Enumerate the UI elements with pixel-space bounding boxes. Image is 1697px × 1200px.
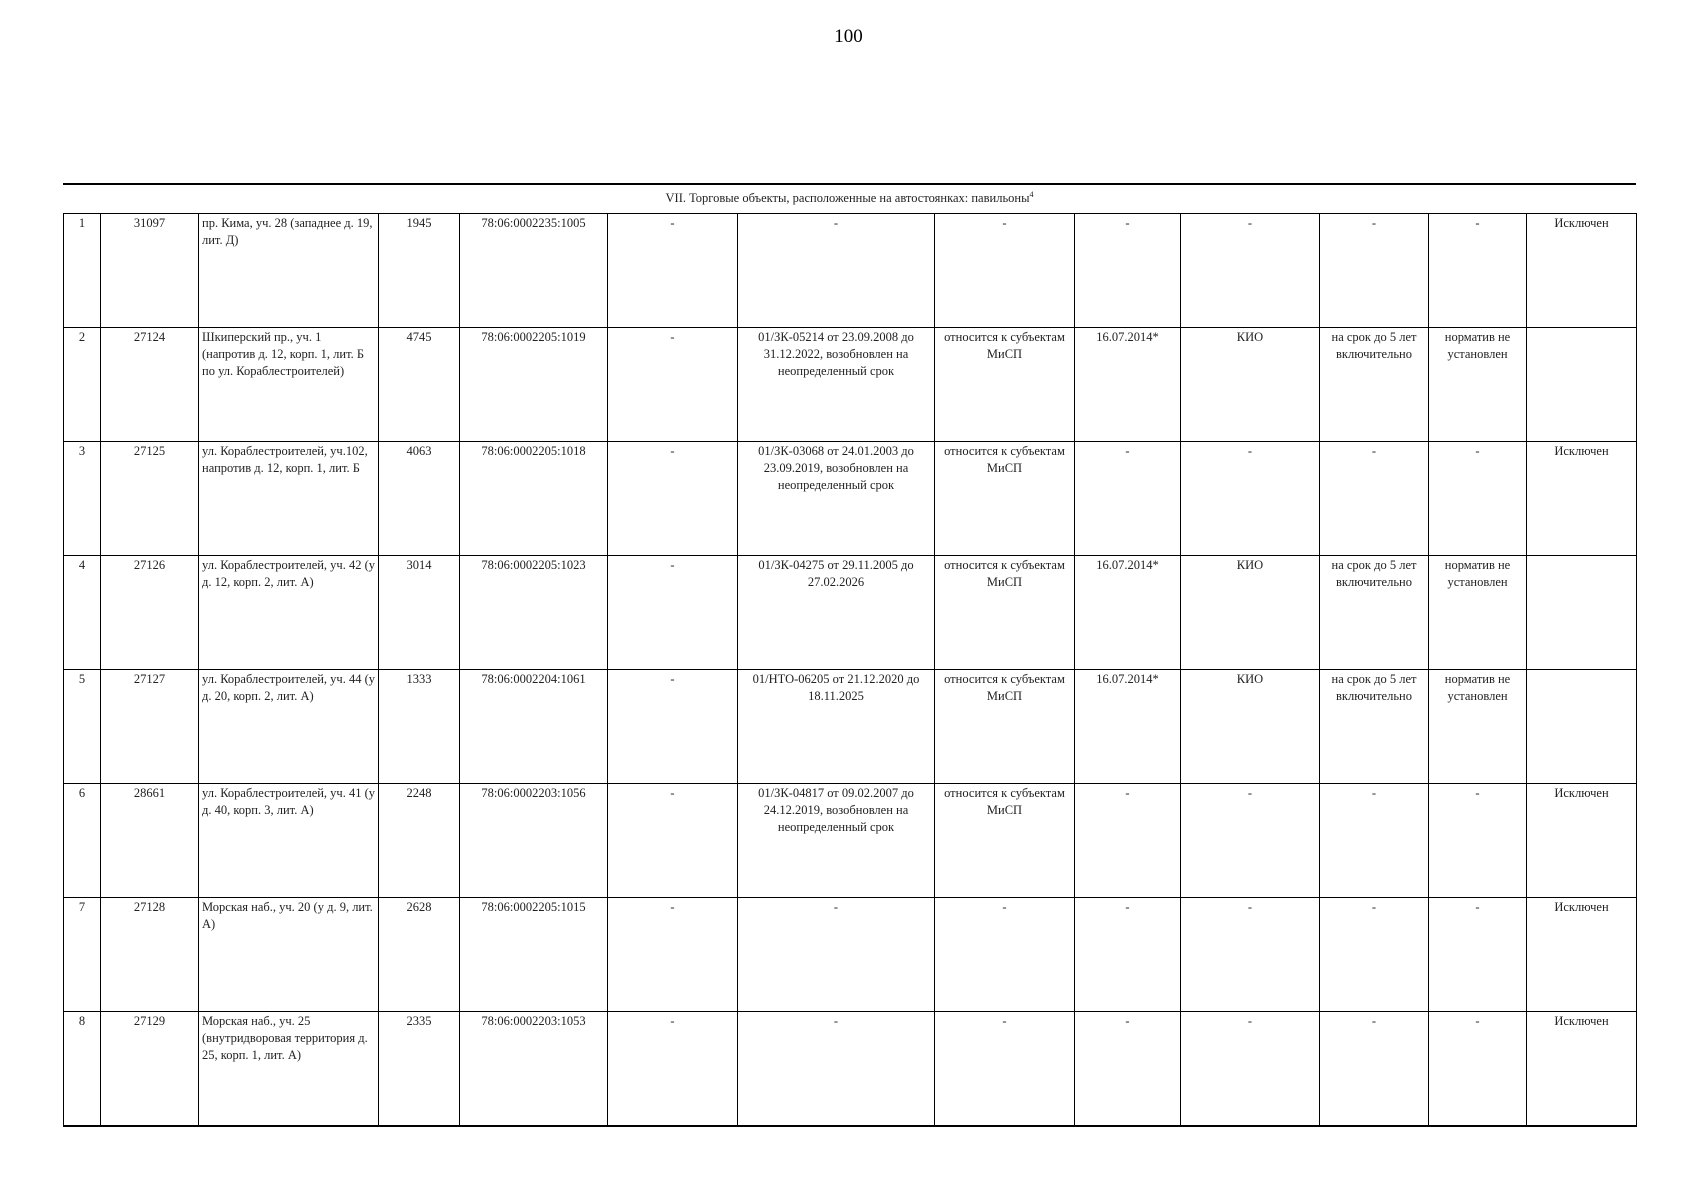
address-cell: Морская наб., уч. 25 (внутридворовая территория д. 25, корп. 1, лит. А) <box>199 1012 379 1127</box>
column-6-cell: - <box>608 556 738 670</box>
organization-cell: КИО <box>1181 556 1320 670</box>
cadastral-number-cell: 78:06:0002235:1005 <box>460 214 608 328</box>
organization-cell: - <box>1181 1012 1320 1127</box>
term-cell: на срок до 5 лет включительно <box>1320 556 1429 670</box>
column-6-cell: - <box>608 670 738 784</box>
address-cell: пр. Кима, уч. 28 (западнее д. 19, лит. Д) <box>199 214 379 328</box>
cadastral-number-cell: 78:06:0002203:1053 <box>460 1012 608 1127</box>
area-cell: 1333 <box>379 670 460 784</box>
status-cell: Исключен <box>1527 442 1637 556</box>
column-6-cell: - <box>608 214 738 328</box>
norm-cell: норматив не установлен <box>1429 670 1527 784</box>
page-number: 100 <box>834 26 863 47</box>
term-cell: - <box>1320 214 1429 328</box>
date-cell: - <box>1075 442 1181 556</box>
date-cell: 16.07.2014* <box>1075 670 1181 784</box>
contract-cell: 01/ЗК-04275 от 29.11.2005 до 27.02.2026 <box>738 556 935 670</box>
object-id: 27124 <box>101 328 199 442</box>
date-cell: - <box>1075 784 1181 898</box>
row-number: 8 <box>64 1012 101 1127</box>
address-cell: ул. Кораблестроителей, уч. 42 (у д. 12, корп. 2, лит. А) <box>199 556 379 670</box>
row-number: 6 <box>64 784 101 898</box>
row-number: 3 <box>64 442 101 556</box>
area-cell: 2628 <box>379 898 460 1012</box>
objects-table <box>63 213 1637 1127</box>
contract-cell: 01/НТО-06205 от 21.12.2020 до 18.11.2025 <box>738 670 935 784</box>
area-cell: 4745 <box>379 328 460 442</box>
table-row <box>64 556 1637 670</box>
contract-cell: - <box>738 214 935 328</box>
table-row <box>64 328 1637 442</box>
column-6-cell: - <box>608 1012 738 1127</box>
term-cell: - <box>1320 442 1429 556</box>
smb-status-cell: относится к субъектам МиСП <box>935 670 1075 784</box>
column-6-cell: - <box>608 784 738 898</box>
organization-cell: - <box>1181 898 1320 1012</box>
table-row <box>64 784 1637 898</box>
status-cell <box>1527 328 1637 442</box>
organization-cell: - <box>1181 214 1320 328</box>
cadastral-number-cell: 78:06:0002205:1023 <box>460 556 608 670</box>
table-row <box>64 214 1637 328</box>
cadastral-number-cell: 78:06:0002205:1018 <box>460 442 608 556</box>
table-top-rule <box>63 183 1636 185</box>
norm-cell: норматив не установлен <box>1429 328 1527 442</box>
cadastral-number-cell: 78:06:0002204:1061 <box>460 670 608 784</box>
section-title-text: VII. Торговые объекты, расположенные на автостоянках: павильоны <box>665 191 1030 206</box>
smb-status-cell: - <box>935 898 1075 1012</box>
status-cell <box>1527 670 1637 784</box>
term-cell: - <box>1320 1012 1429 1127</box>
row-number: 7 <box>64 898 101 1012</box>
address-cell: Морская наб., уч. 20 (у д. 9, лит. А) <box>199 898 379 1012</box>
smb-status-cell: относится к субъектам МиСП <box>935 556 1075 670</box>
area-cell: 2335 <box>379 1012 460 1127</box>
row-number: 5 <box>64 670 101 784</box>
term-cell: - <box>1320 784 1429 898</box>
smb-status-cell: относится к субъектам МиСП <box>935 442 1075 556</box>
table-row <box>64 670 1637 784</box>
term-cell: на срок до 5 лет включительно <box>1320 328 1429 442</box>
smb-status-cell: относится к субъектам МиСП <box>935 328 1075 442</box>
norm-cell: - <box>1429 784 1527 898</box>
row-number: 2 <box>64 328 101 442</box>
norm-cell: - <box>1429 442 1527 556</box>
table-row <box>64 898 1637 1012</box>
footnote-mark: 4 <box>1029 190 1034 199</box>
address-cell: Шкиперский пр., уч. 1 (напротив д. 12, корп. 1, лит. Б по ул. Кораблестроителей) <box>199 328 379 442</box>
cadastral-number-cell: 78:06:0002205:1015 <box>460 898 608 1012</box>
column-6-cell: - <box>608 898 738 1012</box>
table-row <box>64 1012 1637 1127</box>
term-cell: на срок до 5 лет включительно <box>1320 670 1429 784</box>
status-cell: Исключен <box>1527 784 1637 898</box>
status-cell: Исключен <box>1527 1012 1637 1127</box>
area-cell: 2248 <box>379 784 460 898</box>
address-cell: ул. Кораблестроителей, уч. 44 (у д. 20, корп. 2, лит. А) <box>199 670 379 784</box>
area-cell: 3014 <box>379 556 460 670</box>
section-title <box>63 190 1636 206</box>
row-number: 4 <box>64 556 101 670</box>
norm-cell: норматив не установлен <box>1429 556 1527 670</box>
cadastral-number-cell: 78:06:0002203:1056 <box>460 784 608 898</box>
date-cell: 16.07.2014* <box>1075 328 1181 442</box>
object-id: 27125 <box>101 442 199 556</box>
object-id: 27126 <box>101 556 199 670</box>
date-cell: - <box>1075 214 1181 328</box>
address-cell: ул. Кораблестроителей, уч. 41 (у д. 40, корп. 3, лит. А) <box>199 784 379 898</box>
norm-cell: - <box>1429 214 1527 328</box>
date-cell: - <box>1075 1012 1181 1127</box>
contract-cell: 01/ЗК-05214 от 23.09.2008 до 31.12.2022, возобновлен на неопределенный срок <box>738 328 935 442</box>
organization-cell: - <box>1181 784 1320 898</box>
status-cell: Исключен <box>1527 214 1637 328</box>
object-id: 27127 <box>101 670 199 784</box>
status-cell: Исключен <box>1527 898 1637 1012</box>
smb-status-cell: - <box>935 1012 1075 1127</box>
column-6-cell: - <box>608 442 738 556</box>
smb-status-cell: - <box>935 214 1075 328</box>
norm-cell: - <box>1429 898 1527 1012</box>
contract-cell: - <box>738 1012 935 1127</box>
object-id: 31097 <box>101 214 199 328</box>
area-cell: 1945 <box>379 214 460 328</box>
object-id: 27128 <box>101 898 199 1012</box>
contract-cell: 01/ЗК-04817 от 09.02.2007 до 24.12.2019, возобновлен на неопределенный срок <box>738 784 935 898</box>
address-cell: ул. Кораблестроителей, уч.102, напротив д. 12, корп. 1, лит. Б <box>199 442 379 556</box>
smb-status-cell: относится к субъектам МиСП <box>935 784 1075 898</box>
object-id: 28661 <box>101 784 199 898</box>
object-id: 27129 <box>101 1012 199 1127</box>
row-number: 1 <box>64 214 101 328</box>
area-cell: 4063 <box>379 442 460 556</box>
norm-cell: - <box>1429 1012 1527 1127</box>
column-6-cell: - <box>608 328 738 442</box>
organization-cell: КИО <box>1181 328 1320 442</box>
status-cell <box>1527 556 1637 670</box>
term-cell: - <box>1320 898 1429 1012</box>
date-cell: - <box>1075 898 1181 1012</box>
contract-cell: - <box>738 898 935 1012</box>
organization-cell: - <box>1181 442 1320 556</box>
organization-cell: КИО <box>1181 670 1320 784</box>
table-row <box>64 442 1637 556</box>
contract-cell: 01/ЗК-03068 от 24.01.2003 до 23.09.2019, возобновлен на неопределенный срок <box>738 442 935 556</box>
date-cell: 16.07.2014* <box>1075 556 1181 670</box>
cadastral-number-cell: 78:06:0002205:1019 <box>460 328 608 442</box>
